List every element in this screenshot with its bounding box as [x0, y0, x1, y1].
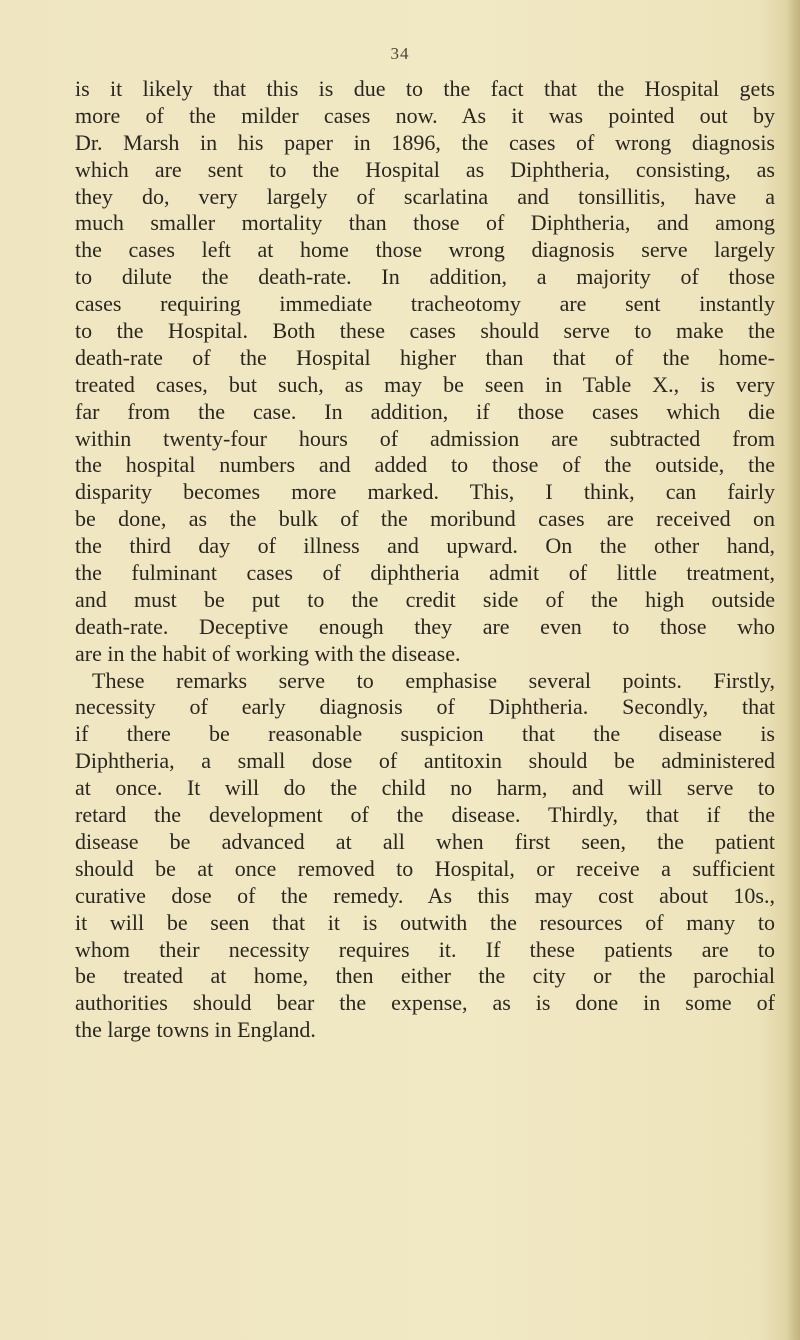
- text-line: These remarks serve to emphasise several points. Firstly,: [92, 667, 775, 693]
- text-line: curative dose of the remedy. As this may cost about 10s.,: [75, 882, 775, 908]
- text-line: they do, very largely of scarlatina and tonsillitis, have a: [75, 183, 775, 209]
- text-line: be done, as the bulk of the moribund cases are received on: [75, 506, 775, 532]
- text-line: which are sent to the Hospital as Diphtheria, consisting, as: [75, 156, 775, 182]
- text-line: authorities should bear the expense, as is done in some of: [75, 990, 775, 1016]
- page-number: 34: [390, 44, 410, 63]
- text-line: are in the habit of working with the disease.: [75, 640, 461, 666]
- text-line: to the Hospital. Both these cases should serve to make the: [75, 318, 775, 344]
- text-line: cases requiring immediate tracheotomy are sent instantly: [75, 291, 775, 317]
- text-line: necessity of early diagnosis of Diphtheria. Secondly, that: [75, 694, 775, 720]
- text-line: Diphtheria, a small dose of antitoxin should be administered: [75, 748, 775, 774]
- text-line: treated cases, but such, as may be seen in Table X., is very: [75, 371, 775, 397]
- text-line: Dr. Marsh in his paper in 1896, the cases of wrong diagnosis: [75, 129, 775, 155]
- text-line: at once. It will do the child no harm, and will serve to: [75, 775, 775, 801]
- text-line: should be at once removed to Hospital, or receive a sufficient: [75, 855, 775, 881]
- text-line: be treated at home, then either the city or the parochial: [75, 963, 775, 989]
- text-line: to dilute the death-rate. In addition, a majority of those: [75, 264, 775, 290]
- text-line: retard the development of the disease. Thirdly, that if the: [75, 802, 775, 828]
- text-line: and must be put to the credit side of the high outside: [75, 586, 775, 612]
- text-line: more of the milder cases now. As it was pointed out by: [75, 102, 775, 128]
- text-line: disparity becomes more marked. This, I think, can fairly: [75, 479, 775, 505]
- text-line: within twenty-four hours of admission are subtracted from: [75, 425, 775, 451]
- text-line: if there be reasonable suspicion that the disease is: [75, 721, 775, 747]
- text-line: the third day of illness and upward. On the other hand,: [75, 533, 775, 559]
- text-line: it will be seen that it is outwith the resources of many to: [75, 909, 775, 935]
- text-line: death-rate. Deceptive enough they are even to those who: [75, 613, 775, 639]
- page-edge-shadow: [786, 0, 800, 1340]
- body-text: [75, 76, 775, 1044]
- text-line: is it likely that this is due to the fact that the Hospital gets: [75, 76, 775, 101]
- text-line: far from the case. In addition, if those cases which die: [75, 398, 775, 424]
- text-line: disease be advanced at all when first seen, the patient: [75, 828, 775, 854]
- text-line: much smaller mortality than those of Diphtheria, and among: [75, 210, 775, 236]
- text-line: death-rate of the Hospital higher than that of the home-: [75, 344, 775, 370]
- text-line: the fulminant cases of diphtheria admit of little treatment,: [75, 560, 775, 586]
- text-line: the cases left at home those wrong diagnosis serve largely: [75, 237, 775, 263]
- text-line: the large towns in England.: [75, 1017, 316, 1043]
- text-line: whom their necessity requires it. If these patients are to: [75, 936, 775, 962]
- text-line: the hospital numbers and added to those of the outside, the: [75, 452, 775, 478]
